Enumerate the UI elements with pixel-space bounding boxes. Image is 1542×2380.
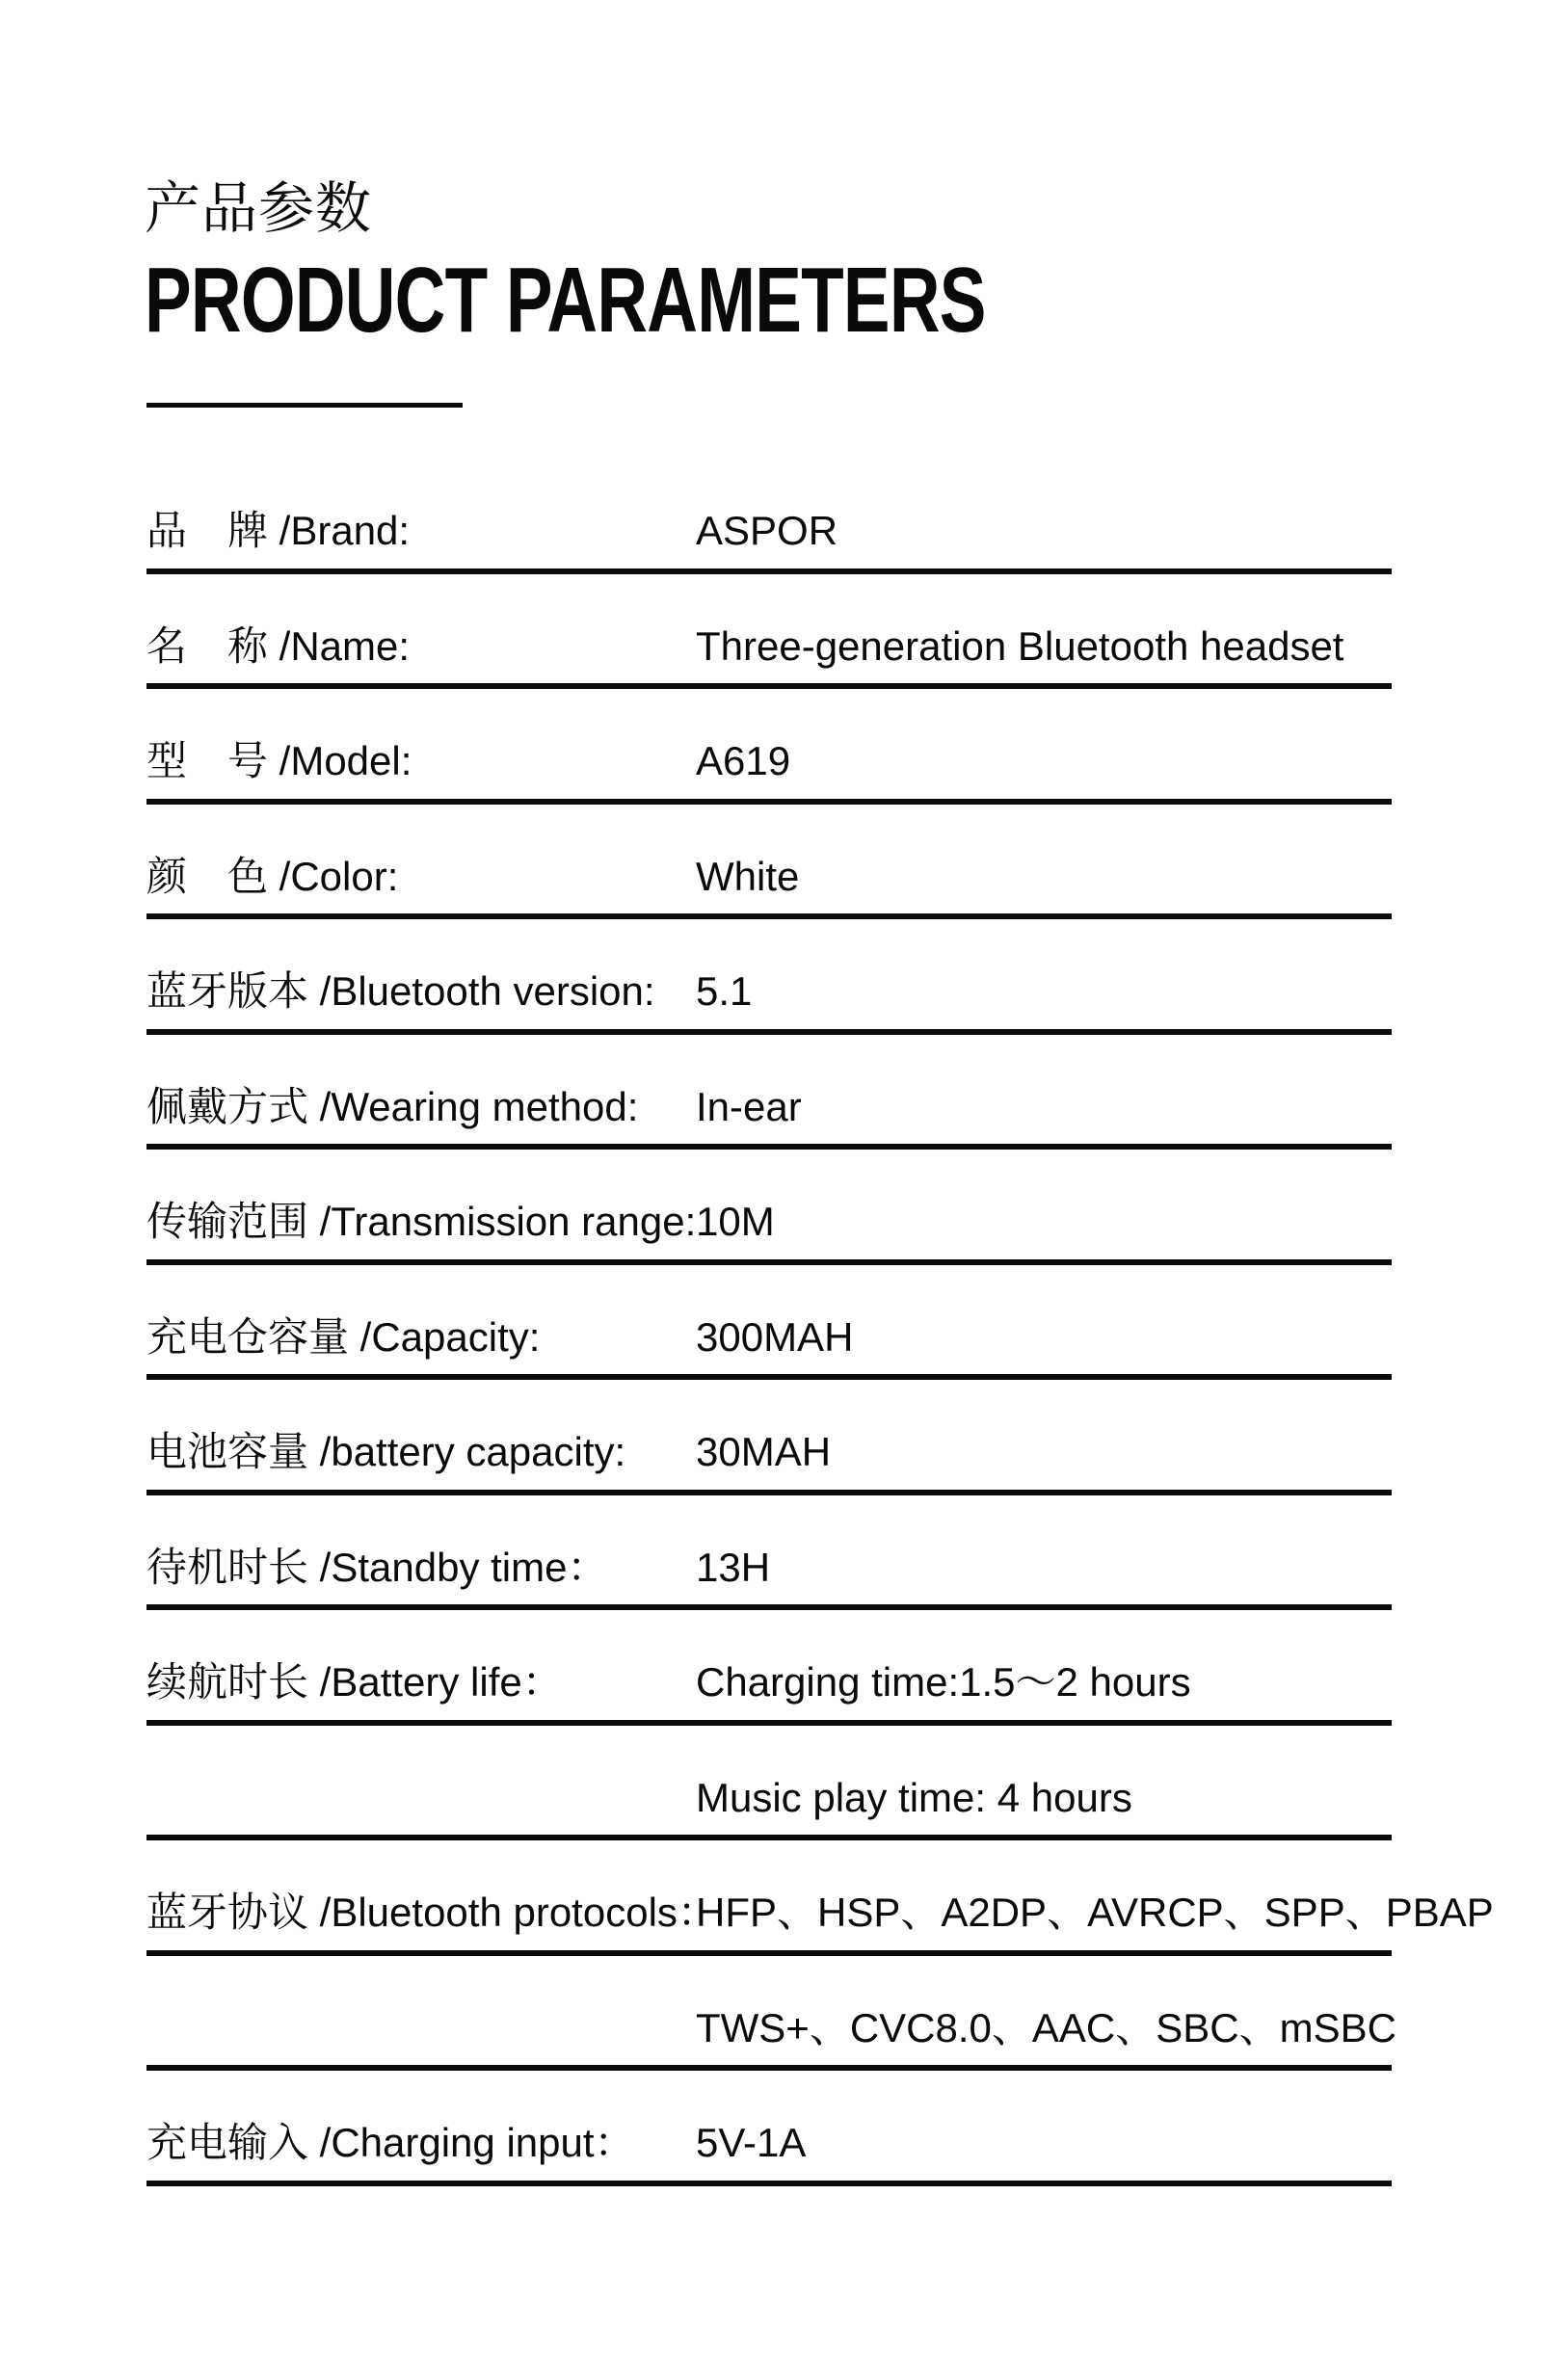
spec-value: Charging time:1.5～2 hours xyxy=(696,1659,1191,1705)
spec-label: 充电输入 /Charging input： xyxy=(146,2120,635,2165)
spec-label: 佩戴方式 /Wearing method: xyxy=(146,1083,639,1129)
spec-label: 蓝牙协议 /Bluetooth protocols： xyxy=(146,1890,718,1935)
table-row xyxy=(146,1840,1494,1956)
table-row xyxy=(146,1150,1392,1265)
spec-label: 颜 色 /Color: xyxy=(146,853,399,899)
table-row xyxy=(146,1265,1392,1381)
spec-value: In-ear xyxy=(696,1083,802,1129)
spec-label: 蓝牙版本 /Bluetooth version: xyxy=(146,968,655,1014)
spec-label: 待机时长 /Standby time： xyxy=(146,1544,608,1590)
spec-label: 续航时长 /Battery life： xyxy=(146,1659,563,1705)
spec-value: Three-generation Bluetooth headset xyxy=(696,622,1344,669)
table-row xyxy=(146,1610,1392,1726)
table-row xyxy=(146,689,1392,805)
spec-value: 30MAH xyxy=(696,1429,832,1474)
spec-value: 5V-1A xyxy=(696,2120,807,2165)
spec-value: 13H xyxy=(696,1544,771,1590)
spec-label: 电池容量 /battery capacity: xyxy=(146,1429,626,1474)
table-row xyxy=(146,459,1392,574)
spec-value: 5.1 xyxy=(696,968,753,1014)
spec-value: 10M xyxy=(696,1199,775,1244)
table-row xyxy=(146,1726,1392,1841)
spec-label: 名 称 /Name: xyxy=(146,622,411,669)
spec-label: 充电仓容量 /Capacity: xyxy=(146,1313,541,1360)
spec-value: TWS+、CVC8.0、AAC、SBC、mSBC xyxy=(696,2004,1396,2050)
table-row xyxy=(146,919,1392,1035)
table-row xyxy=(146,1035,1392,1150)
spec-table xyxy=(146,459,1494,2186)
table-row xyxy=(146,1380,1392,1495)
page-title-chinese: 产品参数 xyxy=(145,177,373,240)
table-row xyxy=(146,574,1392,690)
spec-label: 传输范围 /Transmission range: xyxy=(146,1199,697,1244)
spec-value: Music play time: 4 hours xyxy=(696,1774,1132,1820)
spec-value: 300MAH xyxy=(696,1313,854,1360)
table-row xyxy=(146,805,1392,920)
page-title-english: PRODUCT PARAMETERS xyxy=(145,249,986,352)
spec-label: 型 号 /Model: xyxy=(146,738,412,783)
spec-value: A619 xyxy=(696,738,791,783)
table-row xyxy=(146,1956,1396,2072)
spec-label: 品 牌 /Brand: xyxy=(146,508,411,553)
title-underline xyxy=(146,403,463,408)
spec-value: White xyxy=(696,853,800,899)
spec-value: ASPOR xyxy=(696,508,838,553)
spec-value: HFP、HSP、A2DP、AVRCP、SPP、PBAP xyxy=(696,1890,1494,1935)
table-row xyxy=(146,1495,1392,1611)
table-row xyxy=(146,2071,1392,2186)
